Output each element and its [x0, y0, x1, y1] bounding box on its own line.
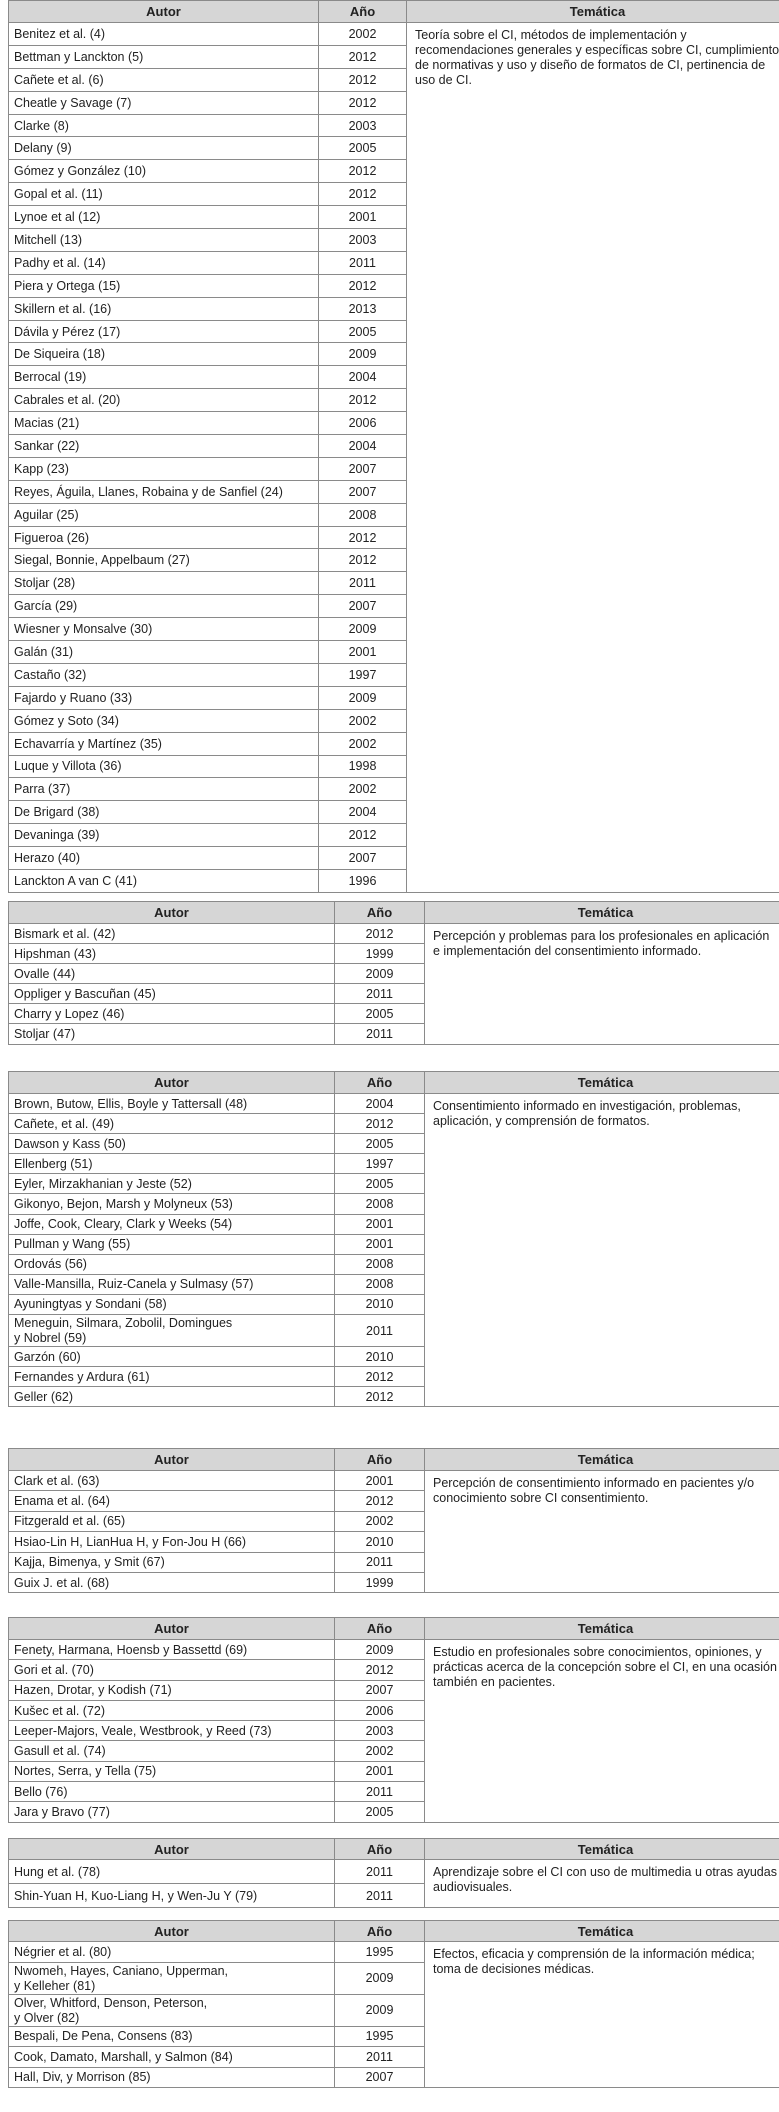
cell-autor: Cañete et al. (6) — [9, 68, 319, 91]
cell-autor: Bettman y Lanckton (5) — [9, 45, 319, 68]
header-autor: Autor — [9, 1, 319, 23]
cell-autor: Négrier et al. (80) — [9, 1942, 335, 1963]
cell-autor: Fernandes y Ardura (61) — [9, 1367, 335, 1387]
cell-autor: Siegal, Bonnie, Appelbaum (27) — [9, 549, 319, 572]
cell-autor: Sankar (22) — [9, 435, 319, 458]
cell-ano: 2009 — [335, 964, 425, 984]
table-2 — [8, 901, 779, 1045]
header-autor: Autor — [9, 902, 335, 924]
cell-ano: 2003 — [319, 229, 407, 252]
cell-autor: Eyler, Mirzakhanian y Jeste (52) — [9, 1174, 335, 1194]
cell-tematica: Estudio en profesionales sobre conocimientos, opiniones, y prácticas acerca de la concepción sobre el CI, en una ocasión también en pacientes. — [425, 1640, 779, 1823]
cell-ano: 1996 — [319, 869, 407, 892]
cell-autor: Padhy et al. (14) — [9, 251, 319, 274]
header-tematica: Temática — [425, 902, 779, 924]
cell-ano: 2009 — [335, 1994, 425, 2026]
table-header-row — [9, 902, 779, 924]
cell-autor: Hazen, Drotar, y Kodish (71) — [9, 1680, 335, 1700]
cell-tematica: Consentimiento informado en investigación, problemas, aplicación, y comprensión de formatos. — [425, 1094, 779, 1407]
cell-ano: 2012 — [335, 1491, 425, 1511]
header-tematica: Temática — [425, 1839, 779, 1860]
cell-ano: 2011 — [335, 2047, 425, 2068]
cell-autor: Lanckton A van C (41) — [9, 869, 319, 892]
table-3 — [8, 1071, 779, 1407]
cell-ano: 2002 — [335, 1741, 425, 1761]
cell-autor: Devaninga (39) — [9, 824, 319, 847]
table-7 — [8, 1920, 779, 2088]
cell-autor: Fitzgerald et al. (65) — [9, 1511, 335, 1531]
cell-ano: 2007 — [319, 847, 407, 870]
cell-autor: Olver, Whitford, Denson, Peterson, y Olver (82) — [9, 1994, 335, 2026]
cell-autor: Cheatle y Savage (7) — [9, 91, 319, 114]
cell-autor: Berrocal (19) — [9, 366, 319, 389]
cell-autor: Hung et al. (78) — [9, 1860, 335, 1884]
table-row — [9, 1942, 779, 1963]
cell-autor: Jara y Bravo (77) — [9, 1802, 335, 1822]
cell-autor: Hsiao-Lin H, LianHua H, y Fon-Jou H (66) — [9, 1532, 335, 1552]
table-header-row — [9, 1072, 779, 1094]
cell-ano: 2004 — [319, 366, 407, 389]
cell-autor: Dávila y Pérez (17) — [9, 320, 319, 343]
cell-ano: 2009 — [319, 686, 407, 709]
cell-ano: 2001 — [335, 1471, 425, 1491]
cell-autor: Kapp (23) — [9, 457, 319, 480]
cell-ano: 2010 — [335, 1347, 425, 1367]
table-5 — [8, 1617, 779, 1823]
cell-autor: Geller (62) — [9, 1387, 335, 1407]
cell-autor: Dawson y Kass (50) — [9, 1134, 335, 1154]
cell-autor: Fajardo y Ruano (33) — [9, 686, 319, 709]
cell-autor: Piera y Ortega (15) — [9, 274, 319, 297]
table-row — [9, 1860, 779, 1884]
cell-ano: 1997 — [335, 1154, 425, 1174]
cell-autor: Hall, Div, y Morrison (85) — [9, 2067, 335, 2088]
table-4 — [8, 1448, 779, 1593]
header-tematica: Temática — [425, 1449, 779, 1471]
table-header-row — [9, 1, 779, 23]
cell-ano: 2005 — [319, 137, 407, 160]
cell-autor: Bespali, De Pena, Consens (83) — [9, 2026, 335, 2047]
cell-ano: 2012 — [319, 549, 407, 572]
cell-tematica: Efectos, eficacia y comprensión de la información médica; toma de decisiones médicas. — [425, 1942, 779, 2088]
cell-ano: 2012 — [319, 824, 407, 847]
cell-autor: Enama et al. (64) — [9, 1491, 335, 1511]
cell-autor: Gopal et al. (11) — [9, 183, 319, 206]
cell-ano: 2001 — [335, 1761, 425, 1781]
header-autor: Autor — [9, 1449, 335, 1471]
cell-autor: García (29) — [9, 595, 319, 618]
cell-ano: 2003 — [335, 1721, 425, 1741]
cell-ano: 2012 — [319, 45, 407, 68]
cell-ano: 2009 — [335, 1962, 425, 1994]
cell-autor: Pullman y Wang (55) — [9, 1234, 335, 1254]
cell-autor: Echavarría y Martínez (35) — [9, 732, 319, 755]
cell-autor: Ovalle (44) — [9, 964, 335, 984]
cell-autor: Joffe, Cook, Cleary, Clark y Weeks (54) — [9, 1214, 335, 1234]
cell-ano: 2005 — [319, 320, 407, 343]
cell-ano: 2006 — [319, 412, 407, 435]
cell-autor: Skillern et al. (16) — [9, 297, 319, 320]
cell-ano: 1999 — [335, 1572, 425, 1592]
cell-ano: 2013 — [319, 297, 407, 320]
table-header-row — [9, 1449, 779, 1471]
cell-ano: 2005 — [335, 1004, 425, 1024]
table-row — [9, 1471, 779, 1491]
cell-autor: De Brigard (38) — [9, 801, 319, 824]
cell-ano: 2006 — [335, 1700, 425, 1720]
header-autor: Autor — [9, 1921, 335, 1942]
cell-ano: 1997 — [319, 663, 407, 686]
cell-ano: 2010 — [335, 1532, 425, 1552]
cell-ano: 2007 — [319, 595, 407, 618]
cell-ano: 2008 — [335, 1254, 425, 1274]
cell-ano: 2011 — [335, 984, 425, 1004]
table-1 — [8, 0, 779, 893]
cell-ano: 2001 — [335, 1234, 425, 1254]
cell-autor: Leeper-Majors, Veale, Westbrook, y Reed (73) — [9, 1721, 335, 1741]
cell-autor: Fenety, Harmana, Hoensb y Bassettd (69) — [9, 1640, 335, 1660]
cell-ano: 2004 — [319, 801, 407, 824]
cell-autor: Gori et al. (70) — [9, 1660, 335, 1680]
cell-ano: 2011 — [335, 1024, 425, 1044]
cell-autor: Benitez et al. (4) — [9, 23, 319, 46]
cell-ano: 2011 — [335, 1782, 425, 1802]
cell-autor: Gómez y González (10) — [9, 160, 319, 183]
cell-autor: Shin-Yuan H, Kuo-Liang H, y Wen-Ju Y (79) — [9, 1884, 335, 1908]
cell-ano: 2001 — [319, 641, 407, 664]
cell-autor: Castaño (32) — [9, 663, 319, 686]
cell-autor: Stoljar (47) — [9, 1024, 335, 1044]
cell-autor: Clarke (8) — [9, 114, 319, 137]
cell-ano: 1999 — [335, 944, 425, 964]
cell-ano: 2012 — [319, 183, 407, 206]
cell-autor: Luque y Villota (36) — [9, 755, 319, 778]
header-autor: Autor — [9, 1839, 335, 1860]
table-row — [9, 924, 779, 944]
header-autor: Autor — [9, 1072, 335, 1094]
table-row — [9, 1640, 779, 1660]
cell-tematica: Percepción y problemas para los profesionales en aplicación e implementación del consentimiento informado. — [425, 924, 779, 1045]
table-row — [9, 23, 779, 46]
cell-ano: 2011 — [335, 1884, 425, 1908]
cell-autor: Bello (76) — [9, 1782, 335, 1802]
cell-ano: 2002 — [319, 709, 407, 732]
header-tematica: Temática — [407, 1, 779, 23]
cell-autor: Ayuningtyas y Sondani (58) — [9, 1294, 335, 1314]
table-6 — [8, 1838, 779, 1908]
cell-ano: 2009 — [335, 1640, 425, 1660]
header-ano: Año — [335, 1921, 425, 1942]
cell-autor: Cañete, et al. (49) — [9, 1114, 335, 1134]
cell-ano: 2007 — [319, 480, 407, 503]
cell-autor: Valle-Mansilla, Ruiz-Canela y Sulmasy (57) — [9, 1274, 335, 1294]
cell-ano: 2012 — [335, 1387, 425, 1407]
header-ano: Año — [335, 1618, 425, 1640]
cell-autor: Wiesner y Monsalve (30) — [9, 618, 319, 641]
cell-ano: 2009 — [319, 343, 407, 366]
cell-autor: Macias (21) — [9, 412, 319, 435]
cell-autor: Gasull et al. (74) — [9, 1741, 335, 1761]
cell-ano: 2001 — [335, 1214, 425, 1234]
cell-ano: 2011 — [335, 1552, 425, 1572]
cell-autor: Gikonyo, Bejon, Marsh y Molyneux (53) — [9, 1194, 335, 1214]
cell-autor: Meneguin, Silmara, Zobolil, Domingues y Nobrel (59) — [9, 1315, 335, 1347]
cell-ano: 2011 — [319, 251, 407, 274]
cell-autor: Brown, Butow, Ellis, Boyle y Tattersall (48) — [9, 1094, 335, 1114]
cell-ano: 2011 — [335, 1315, 425, 1347]
cell-ano: 2007 — [335, 2067, 425, 2088]
cell-tematica: Aprendizaje sobre el CI con uso de multimedia u otras ayudas audiovisuales. — [425, 1860, 779, 1908]
cell-autor: De Siqueira (18) — [9, 343, 319, 366]
cell-autor: Guix J. et al. (68) — [9, 1572, 335, 1592]
cell-ano: 2005 — [335, 1134, 425, 1154]
cell-ano: 2002 — [319, 732, 407, 755]
cell-autor: Delany (9) — [9, 137, 319, 160]
cell-ano: 2012 — [335, 924, 425, 944]
cell-ano: 2012 — [335, 1660, 425, 1680]
header-tematica: Temática — [425, 1072, 779, 1094]
cell-autor: Nwomeh, Hayes, Caniano, Upperman, y Kelleher (81) — [9, 1962, 335, 1994]
cell-ano: 2012 — [319, 526, 407, 549]
cell-ano: 2008 — [335, 1274, 425, 1294]
cell-ano: 1998 — [319, 755, 407, 778]
cell-ano: 2012 — [335, 1367, 425, 1387]
cell-ano: 2004 — [319, 435, 407, 458]
header-ano: Año — [335, 902, 425, 924]
header-ano: Año — [335, 1449, 425, 1471]
cell-ano: 2004 — [335, 1094, 425, 1114]
cell-ano: 2011 — [335, 1860, 425, 1884]
cell-autor: Garzón (60) — [9, 1347, 335, 1367]
cell-autor: Lynoe et al (12) — [9, 206, 319, 229]
cell-autor: Parra (37) — [9, 778, 319, 801]
cell-autor: Clark et al. (63) — [9, 1471, 335, 1491]
table-header-row — [9, 1921, 779, 1942]
cell-ano: 1995 — [335, 1942, 425, 1963]
cell-ano: 2012 — [335, 1114, 425, 1134]
cell-ano: 2001 — [319, 206, 407, 229]
cell-ano: 2007 — [319, 457, 407, 480]
cell-autor: Nortes, Serra, y Tella (75) — [9, 1761, 335, 1781]
cell-ano: 2010 — [335, 1294, 425, 1314]
cell-ano: 2005 — [335, 1802, 425, 1822]
cell-autor: Kušec et al. (72) — [9, 1700, 335, 1720]
header-autor: Autor — [9, 1618, 335, 1640]
cell-ano: 1995 — [335, 2026, 425, 2047]
header-ano: Año — [335, 1839, 425, 1860]
cell-autor: Kajja, Bimenya, y Smit (67) — [9, 1552, 335, 1572]
cell-ano: 2012 — [319, 389, 407, 412]
cell-autor: Reyes, Águila, Llanes, Robaina y de Sanfiel (24) — [9, 480, 319, 503]
cell-ano: 2005 — [335, 1174, 425, 1194]
cell-ano: 2008 — [319, 503, 407, 526]
header-ano: Año — [335, 1072, 425, 1094]
cell-autor: Aguilar (25) — [9, 503, 319, 526]
cell-autor: Cabrales et al. (20) — [9, 389, 319, 412]
cell-ano: 2007 — [335, 1680, 425, 1700]
cell-autor: Ordovás (56) — [9, 1254, 335, 1274]
cell-ano: 2012 — [319, 274, 407, 297]
cell-tematica: Percepción de consentimiento informado en pacientes y/o conocimiento sobre CI consentimiento. — [425, 1471, 779, 1593]
cell-ano: 2002 — [319, 778, 407, 801]
cell-autor: Mitchell (13) — [9, 229, 319, 252]
cell-autor: Stoljar (28) — [9, 572, 319, 595]
cell-autor: Cook, Damato, Marshall, y Salmon (84) — [9, 2047, 335, 2068]
cell-autor: Ellenberg (51) — [9, 1154, 335, 1174]
table-row — [9, 1094, 779, 1114]
cell-autor: Herazo (40) — [9, 847, 319, 870]
cell-autor: Figueroa (26) — [9, 526, 319, 549]
cell-ano: 2012 — [319, 91, 407, 114]
header-tematica: Temática — [425, 1618, 779, 1640]
cell-tematica: Teoría sobre el CI, métodos de implementación y recomendaciones generales y específicas sobre CI, cumplimiento de normativas y uso y diseño de formatos de CI, pertinencia de uso de CI. — [407, 23, 779, 893]
cell-autor: Hipshman (43) — [9, 944, 335, 964]
table-header-row — [9, 1618, 779, 1640]
header-tematica: Temática — [425, 1921, 779, 1942]
cell-ano: 2002 — [319, 23, 407, 46]
cell-ano: 2012 — [319, 68, 407, 91]
table-header-row — [9, 1839, 779, 1860]
cell-ano: 2011 — [319, 572, 407, 595]
cell-autor: Bismark et al. (42) — [9, 924, 335, 944]
cell-ano: 2002 — [335, 1511, 425, 1531]
cell-autor: Charry y Lopez (46) — [9, 1004, 335, 1024]
cell-ano: 2008 — [335, 1194, 425, 1214]
header-ano: Año — [319, 1, 407, 23]
cell-ano: 2003 — [319, 114, 407, 137]
cell-ano: 2009 — [319, 618, 407, 641]
cell-autor: Oppliger y Bascuñan (45) — [9, 984, 335, 1004]
cell-autor: Gómez y Soto (34) — [9, 709, 319, 732]
cell-ano: 2012 — [319, 160, 407, 183]
cell-autor: Galán (31) — [9, 641, 319, 664]
